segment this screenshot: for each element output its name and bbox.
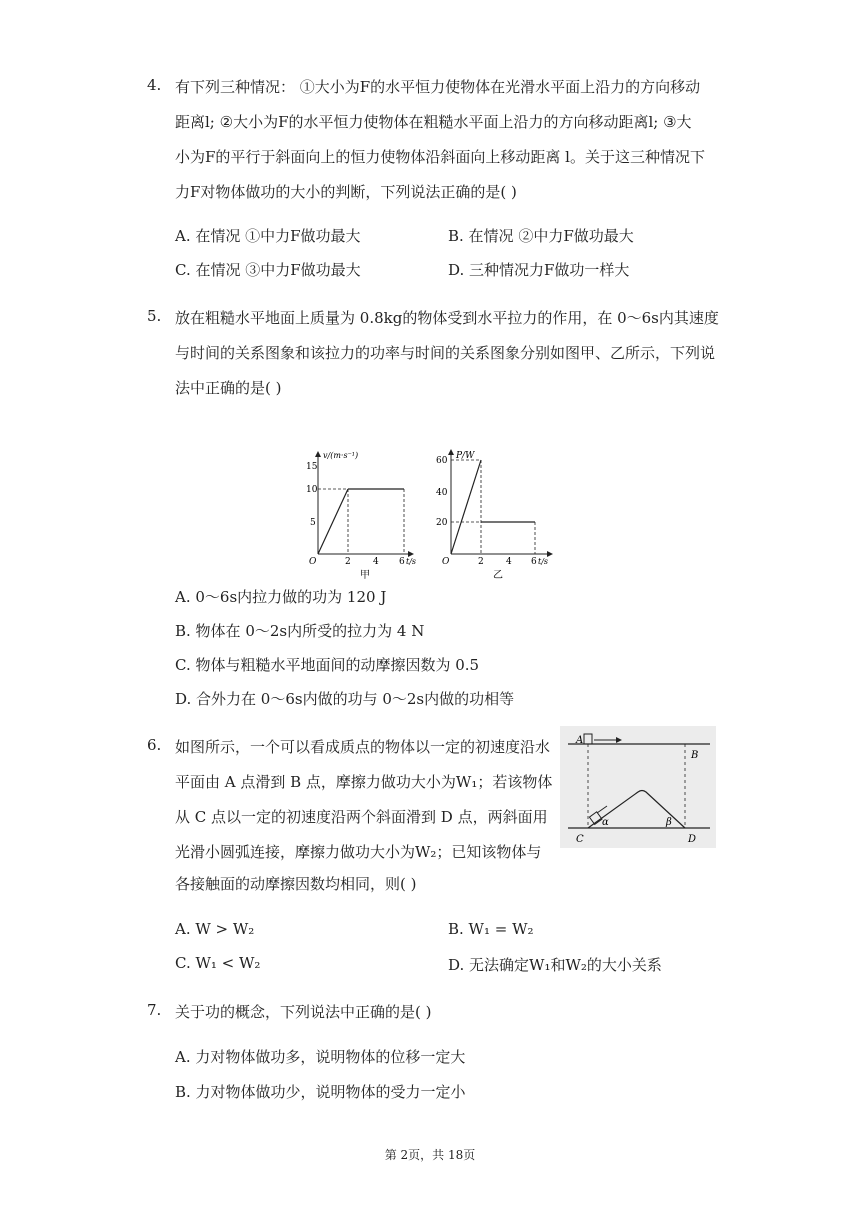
yi-xtick-2: 2 bbox=[478, 557, 484, 567]
q5-line-1: 放在粗糙水平地面上质量为 0.8kg的物体受到水平拉力的作用，在 0～6s内其速度 bbox=[175, 309, 719, 327]
yi-xtick-6: 6 bbox=[531, 557, 537, 567]
q5-figure-power-graph bbox=[432, 446, 557, 581]
yi-ytick-60: 60 bbox=[436, 456, 448, 466]
yi-origin: O bbox=[442, 557, 450, 567]
q6-label-beta: β bbox=[666, 817, 672, 828]
q6-label-d: D bbox=[688, 834, 697, 845]
jia-ytick-5: 5 bbox=[310, 518, 316, 528]
q6-label-a: A bbox=[576, 735, 584, 746]
q4-number: 4. bbox=[147, 76, 162, 94]
q6-line-2: 平面由 A 点滑到 B 点，摩擦力做功大小为W₁；若该物体 bbox=[175, 773, 553, 791]
yi-caption: 乙 bbox=[493, 570, 503, 581]
q5-option-b: B. 物体在 0～2s内所受的拉力为 4 N bbox=[175, 622, 425, 640]
q5-line-3: 法中正确的是( ) bbox=[175, 379, 282, 397]
q5-option-d: D. 合外力在 0～6s内做的功与 0～2s内做的功相等 bbox=[175, 690, 515, 708]
jia-caption: 甲 bbox=[360, 570, 370, 581]
q4-option-d: D. 三种情况力F做功一样大 bbox=[448, 261, 630, 279]
q6-line-4: 光滑小圆弧连接，摩擦力做功大小为W₂；已知该物体与 bbox=[175, 843, 542, 861]
q6-option-b: B. W₁ = W₂ bbox=[448, 920, 534, 938]
q4-option-c: C. 在情况 ③中力F做功最大 bbox=[175, 261, 361, 279]
yi-ytick-40: 40 bbox=[436, 488, 448, 498]
page-footer: 第 2页，共 18页 bbox=[384, 1148, 476, 1162]
jia-xtick-6: 6 bbox=[399, 557, 405, 567]
yi-ylabel: P/W bbox=[456, 451, 475, 461]
q6-label-b: B bbox=[691, 750, 699, 761]
q7-option-a: A. 力对物体做功多，说明物体的位移一定大 bbox=[175, 1048, 466, 1066]
q7-line-1: 关于功的概念，下列说法中正确的是( ) bbox=[175, 1003, 432, 1021]
q5-figure-velocity-graph bbox=[305, 446, 415, 581]
q6-label-alpha: α bbox=[602, 817, 609, 828]
q6-number: 6. bbox=[147, 736, 162, 754]
q6-line-1: 如图所示，一个可以看成质点的物体以一定的初速度沿水 bbox=[175, 738, 551, 756]
q7-number: 7. bbox=[147, 1001, 162, 1019]
q5-option-a: A. 0～6s内拉力做的功为 120 J bbox=[175, 588, 387, 606]
q5-option-c: C. 物体与粗糙水平地面间的动摩擦因数为 0.5 bbox=[175, 656, 480, 674]
q6-line-5: 各接触面的动摩擦因数均相同，则( ) bbox=[175, 875, 417, 893]
q4-option-b: B. 在情况 ②中力F做功最大 bbox=[448, 227, 634, 245]
q6-option-c: C. W₁ < W₂ bbox=[175, 954, 261, 972]
jia-ylabel: v/(m·s⁻¹) bbox=[323, 451, 359, 460]
q4-option-a: A. 在情况 ①中力F做功最大 bbox=[175, 227, 361, 245]
yi-xlabel: t/s bbox=[538, 557, 549, 566]
q6-option-d: D. 无法确定W₁和W₂的大小关系 bbox=[448, 956, 662, 974]
jia-ytick-15: 15 bbox=[306, 462, 318, 472]
q7-option-b: B. 力对物体做功少，说明物体的受力一定小 bbox=[175, 1083, 466, 1101]
jia-origin: O bbox=[309, 557, 317, 567]
q6-label-c: C bbox=[576, 834, 584, 845]
q6-line-3: 从 C 点以一定的初速度沿两个斜面滑到 D 点，两斜面用 bbox=[175, 808, 548, 826]
jia-xlabel: t/s bbox=[406, 557, 417, 566]
q4-line-3: 小为F的平行于斜面向上的恒力使物体沿斜面向上移动距离 l。关于这三种情况下 bbox=[175, 148, 705, 166]
q6-option-a: A. W > W₂ bbox=[175, 920, 255, 938]
q4-line-4: 力F对物体做功的大小的判断，下列说法正确的是( ) bbox=[175, 183, 517, 201]
q5-line-2: 与时间的关系图象和该拉力的功率与时间的关系图象分别如图甲、乙所示，下列说 bbox=[175, 344, 716, 362]
q4-line-2: 距离l; ②大小为F的水平恒力使物体在粗糙水平面上沿力的方向移动距离l; ③大 bbox=[175, 113, 692, 131]
yi-xtick-4: 4 bbox=[506, 557, 512, 567]
jia-xtick-2: 2 bbox=[345, 557, 351, 567]
q4-line-1: 有下列三种情况： ①大小为F的水平恒力使物体在光滑水平面上沿力的方向移动 bbox=[175, 78, 701, 96]
q6-figure-slopes bbox=[560, 726, 716, 848]
yi-ytick-20: 20 bbox=[436, 518, 448, 528]
jia-ytick-10: 10 bbox=[306, 485, 318, 495]
q5-number: 5. bbox=[147, 307, 162, 325]
jia-xtick-4: 4 bbox=[373, 557, 379, 567]
